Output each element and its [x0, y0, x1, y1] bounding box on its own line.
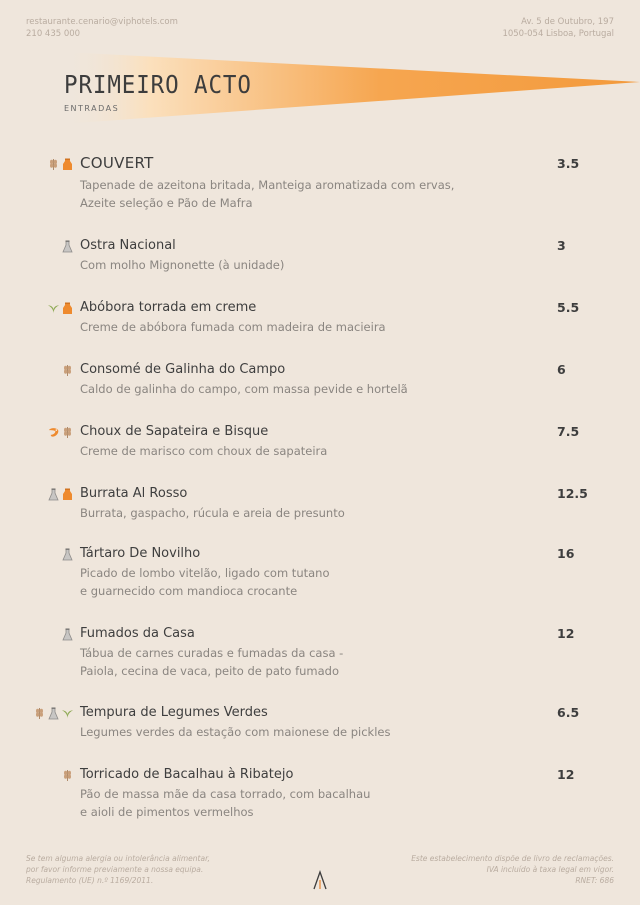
- lactose-icon: [61, 302, 74, 315]
- item-description: Creme de marisco com choux de sapateira: [80, 444, 328, 458]
- address-line-1: Av. 5 de Outubro, 197: [521, 17, 614, 27]
- allergen-icons: [61, 364, 74, 377]
- allergen-icons: [61, 240, 74, 253]
- vegan-icon: [47, 302, 60, 315]
- legal-line-2: IVA incluído à taxa legal em vigor.: [486, 865, 614, 874]
- email-text[interactable]: restaurante.cenario@viphotels.com: [26, 17, 178, 27]
- item-price: 12: [557, 767, 575, 782]
- flask-icon: [47, 707, 60, 720]
- menu-item: [0, 156, 640, 216]
- allergen-icons: [47, 158, 74, 171]
- item-name: Fumados da Casa: [80, 626, 195, 641]
- lactose-icon: [61, 158, 74, 171]
- allergen-icons: [61, 548, 74, 561]
- menu-item: [0, 626, 640, 686]
- item-price: 6.5: [557, 705, 580, 720]
- allergen-icons: [47, 302, 74, 315]
- flask-icon: [61, 240, 74, 253]
- item-description: e guarnecido com mandioca crocante: [80, 584, 298, 598]
- menu-item: [0, 767, 640, 827]
- item-description: Paiola, cecina de vaca, peito de pato fumado: [80, 664, 339, 678]
- item-price: 12: [557, 626, 575, 641]
- item-name: Torricado de Bacalhau à Ribatejo: [80, 767, 294, 782]
- allergen-icons: [61, 628, 74, 641]
- item-description: e aioli de pimentos vermelhos: [80, 805, 254, 819]
- item-description: Pão de massa mãe da casa torrado, com bacalhau: [80, 787, 371, 801]
- gluten-icon: [61, 426, 74, 439]
- menu-item: [0, 546, 640, 606]
- allergen-icons: [33, 707, 74, 720]
- flask-icon: [61, 548, 74, 561]
- contact-info: [26, 16, 178, 40]
- menu-item: [0, 486, 640, 546]
- flask-icon: [61, 628, 74, 641]
- gluten-icon: [47, 158, 60, 171]
- allergen-icons: [47, 426, 74, 439]
- restaurant-logo-icon: [312, 870, 328, 894]
- menu-item: [0, 705, 640, 765]
- item-name: COUVERT: [80, 154, 154, 172]
- item-description: Com molho Mignonette (à unidade): [80, 258, 285, 272]
- allergy-line-2: por favor informe previamente a nossa equipa.: [26, 865, 204, 874]
- gluten-icon: [61, 769, 74, 782]
- item-price: 5.5: [557, 300, 580, 315]
- item-price: 3: [557, 238, 566, 253]
- allergy-notice: [26, 853, 210, 886]
- item-name: Consomé de Galinha do Campo: [80, 362, 286, 377]
- item-price: 16: [557, 546, 575, 561]
- item-name: Tempura de Legumes Verdes: [80, 705, 268, 720]
- item-description: Picado de lombo vitelão, ligado com tutano: [80, 566, 330, 580]
- item-price: 6: [557, 362, 566, 377]
- flask-icon: [47, 488, 60, 501]
- item-description: Burrata, gaspacho, rúcula e areia de presunto: [80, 506, 345, 520]
- menu-item: [0, 238, 640, 298]
- legal-line-3: RNET: 686: [575, 876, 614, 885]
- item-name: Tártaro De Novilho: [80, 546, 201, 561]
- item-description: Creme de abóbora fumada com madeira de macieira: [80, 320, 386, 334]
- address-line-2: 1050-054 Lisboa, Portugal: [502, 29, 614, 39]
- menu-item: [0, 424, 640, 484]
- vegan-icon: [61, 707, 74, 720]
- item-price: 7.5: [557, 424, 580, 439]
- legal-notice: [411, 853, 614, 886]
- item-name: Choux de Sapateira e Bisque: [80, 424, 269, 439]
- item-description: Caldo de galinha do campo, com massa pevide e hortelã: [80, 382, 408, 396]
- address-info: [502, 16, 614, 40]
- menu-item: [0, 362, 640, 422]
- lactose-icon: [61, 488, 74, 501]
- item-description: Tábua de carnes curadas e fumadas da casa -: [80, 646, 344, 660]
- section-title: PRIMEIRO ACTO: [64, 70, 252, 99]
- item-description: Legumes verdes da estação com maionese de pickles: [80, 725, 391, 739]
- shellfish-icon: [47, 426, 60, 439]
- gluten-icon: [61, 364, 74, 377]
- phone-text: 210 435 000: [26, 29, 81, 39]
- item-name: Ostra Nacional: [80, 238, 176, 253]
- allergy-line-3: Regulamento (UE) n.º 1169/2011.: [26, 876, 154, 885]
- item-name: Abóbora torrada em creme: [80, 300, 257, 315]
- menu-item: [0, 300, 640, 360]
- allergen-icons: [47, 488, 74, 501]
- item-description: Azeite seleção e Pão de Mafra: [80, 196, 253, 210]
- item-price: 12.5: [557, 486, 588, 501]
- allergy-line-1: Se tem alguma alergia ou intolerância alimentar,: [26, 854, 210, 863]
- allergen-icons: [61, 769, 74, 782]
- legal-line-1: Este estabelecimento dispõe de livro de reclamações.: [411, 854, 614, 863]
- item-name: Burrata Al Rosso: [80, 486, 188, 501]
- gluten-icon: [33, 707, 46, 720]
- item-price: 3.5: [557, 156, 580, 171]
- section-subtitle: ENTRADAS: [64, 104, 120, 113]
- item-description: Tapenade de azeitona britada, Manteiga aromatizada com ervas,: [80, 178, 455, 192]
